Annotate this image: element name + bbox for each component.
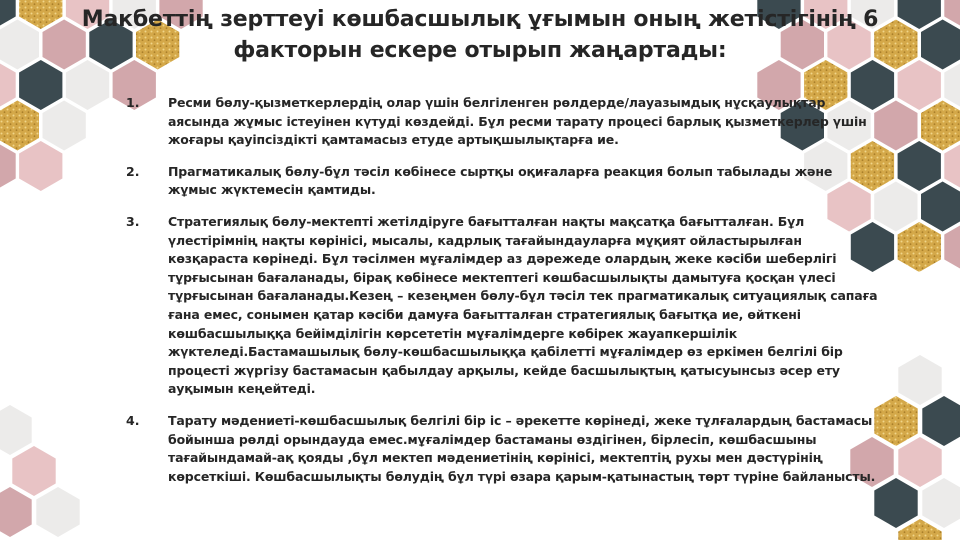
decorative-hexagon [922, 478, 960, 528]
decorative-hexagon [898, 60, 941, 110]
item-number: 2. [126, 163, 140, 179]
factor-list [126, 94, 882, 499]
list-item [126, 94, 882, 150]
slide-title: Макбеттің зерттеуі көшбасшылық ұғымын оның жетістігінің 6 факторын ескере отырып жаңартады: [81, 7, 879, 63]
item-text: Ресми бөлу-қызметкерлердің олар үшін белгіленген рөлдерде/лауазымдық нұсқаулықтар аясында жұмыс істеуінен күтуді көздейді. Бұл ресми тарату процесі барлық қызметкерлер үшін жоғары қауіпсіздікті қамтамасыз етуде артықшылықтарға ие. [168, 95, 867, 148]
item-number: 4. [126, 412, 140, 428]
decorative-hexagon [898, 355, 941, 405]
decorative-hexagon [944, 141, 960, 191]
list-item [126, 163, 882, 200]
decorative-hexagon [898, 437, 941, 487]
decorative-hexagon [944, 60, 960, 110]
decorative-hexagon [922, 396, 960, 446]
decorative-hexagon [0, 141, 16, 191]
item-text: Стратегиялық бөлу-мектепті жетілдіруге бағытталған нақты мақсатқа бағытталған. Бұл үлестірімнің нақты көрінісі, мысалы, кадрлық тағайындауларға мұқият ойластырылған көзқараста көрінеді. Бұл тәсілмен мұғалімдер аз дәрежеде олардың жеке кәсіби шеберлігі тұрғысынан бағаланады, бірақ көбінесе мектептегі көшбасшылықты дамытуға қосқан үлесі тұрғысынан бағаланады.Кезең – кезеңмен бөлу-бұл тәсіл тек прагматикалық ситуациялық сапаға ғана емес, сонымен қатар кәсіби дамуға бағытталған стратегиялық бағытқа ие, өйткені көшбасшылыққа бейімділігін көрсететін мұғалімдерге көбірек жауапкершілік жүктеледі.Бастамашылық бөлу-көшбасшылыққа қабілетті мұғалімдер өз еркімен белгілі бір процесті жүргізу бастамасын қабылдау арқылы, кейде басшылықтың қатысуынсыз әсер ету ауқымын кеңейтеді. [168, 213, 878, 397]
list-item [126, 213, 882, 399]
decorative-hexagon [19, 60, 62, 110]
item-number: 3. [126, 213, 140, 229]
decorative-hexagon [36, 487, 79, 537]
decorative-hexagon [19, 141, 62, 191]
decorative-hexagon [0, 101, 39, 151]
item-number: 1. [126, 95, 140, 110]
decorative-hexagon [921, 182, 960, 232]
item-text: Прагматикалық бөлу-бұл тәсіл көбінесе сыртқы оқиғаларға реакция болып табылады және жұмыс жүктемесін қамтиды. [168, 163, 833, 198]
decorative-hexagon [0, 60, 16, 110]
decorative-hexagon [12, 446, 55, 496]
decorative-hexagon [66, 60, 109, 110]
item-text: Тарату мәдениеті-көшбасшылық белгілі бір іс – әрекетте көрінеді, жеке тұлғалардың бастамасы бойынша рөлді орындауда емес.мұғалімдер бастаманы өздігінен, бірлесіп, көшбасшыны тағайындамай-ақ қояды ,бұл мектеп мәдениетінің көрінісі, мектептің рухы мен дәстүрінің көрсеткіші. Көшбасшылықты бөлудің бұл түрі өзара қарым-қатынастың төрт түріне байланысты. [168, 412, 876, 484]
decorative-hexagon [898, 222, 941, 272]
decorative-hexagon [921, 101, 960, 151]
decorative-hexagon [0, 405, 32, 455]
decorative-hexagon [0, 487, 32, 537]
decorative-hexagon [944, 222, 960, 272]
decorative-hexagon [898, 141, 941, 191]
list-item [126, 412, 882, 486]
decorative-hexagon [43, 101, 86, 151]
